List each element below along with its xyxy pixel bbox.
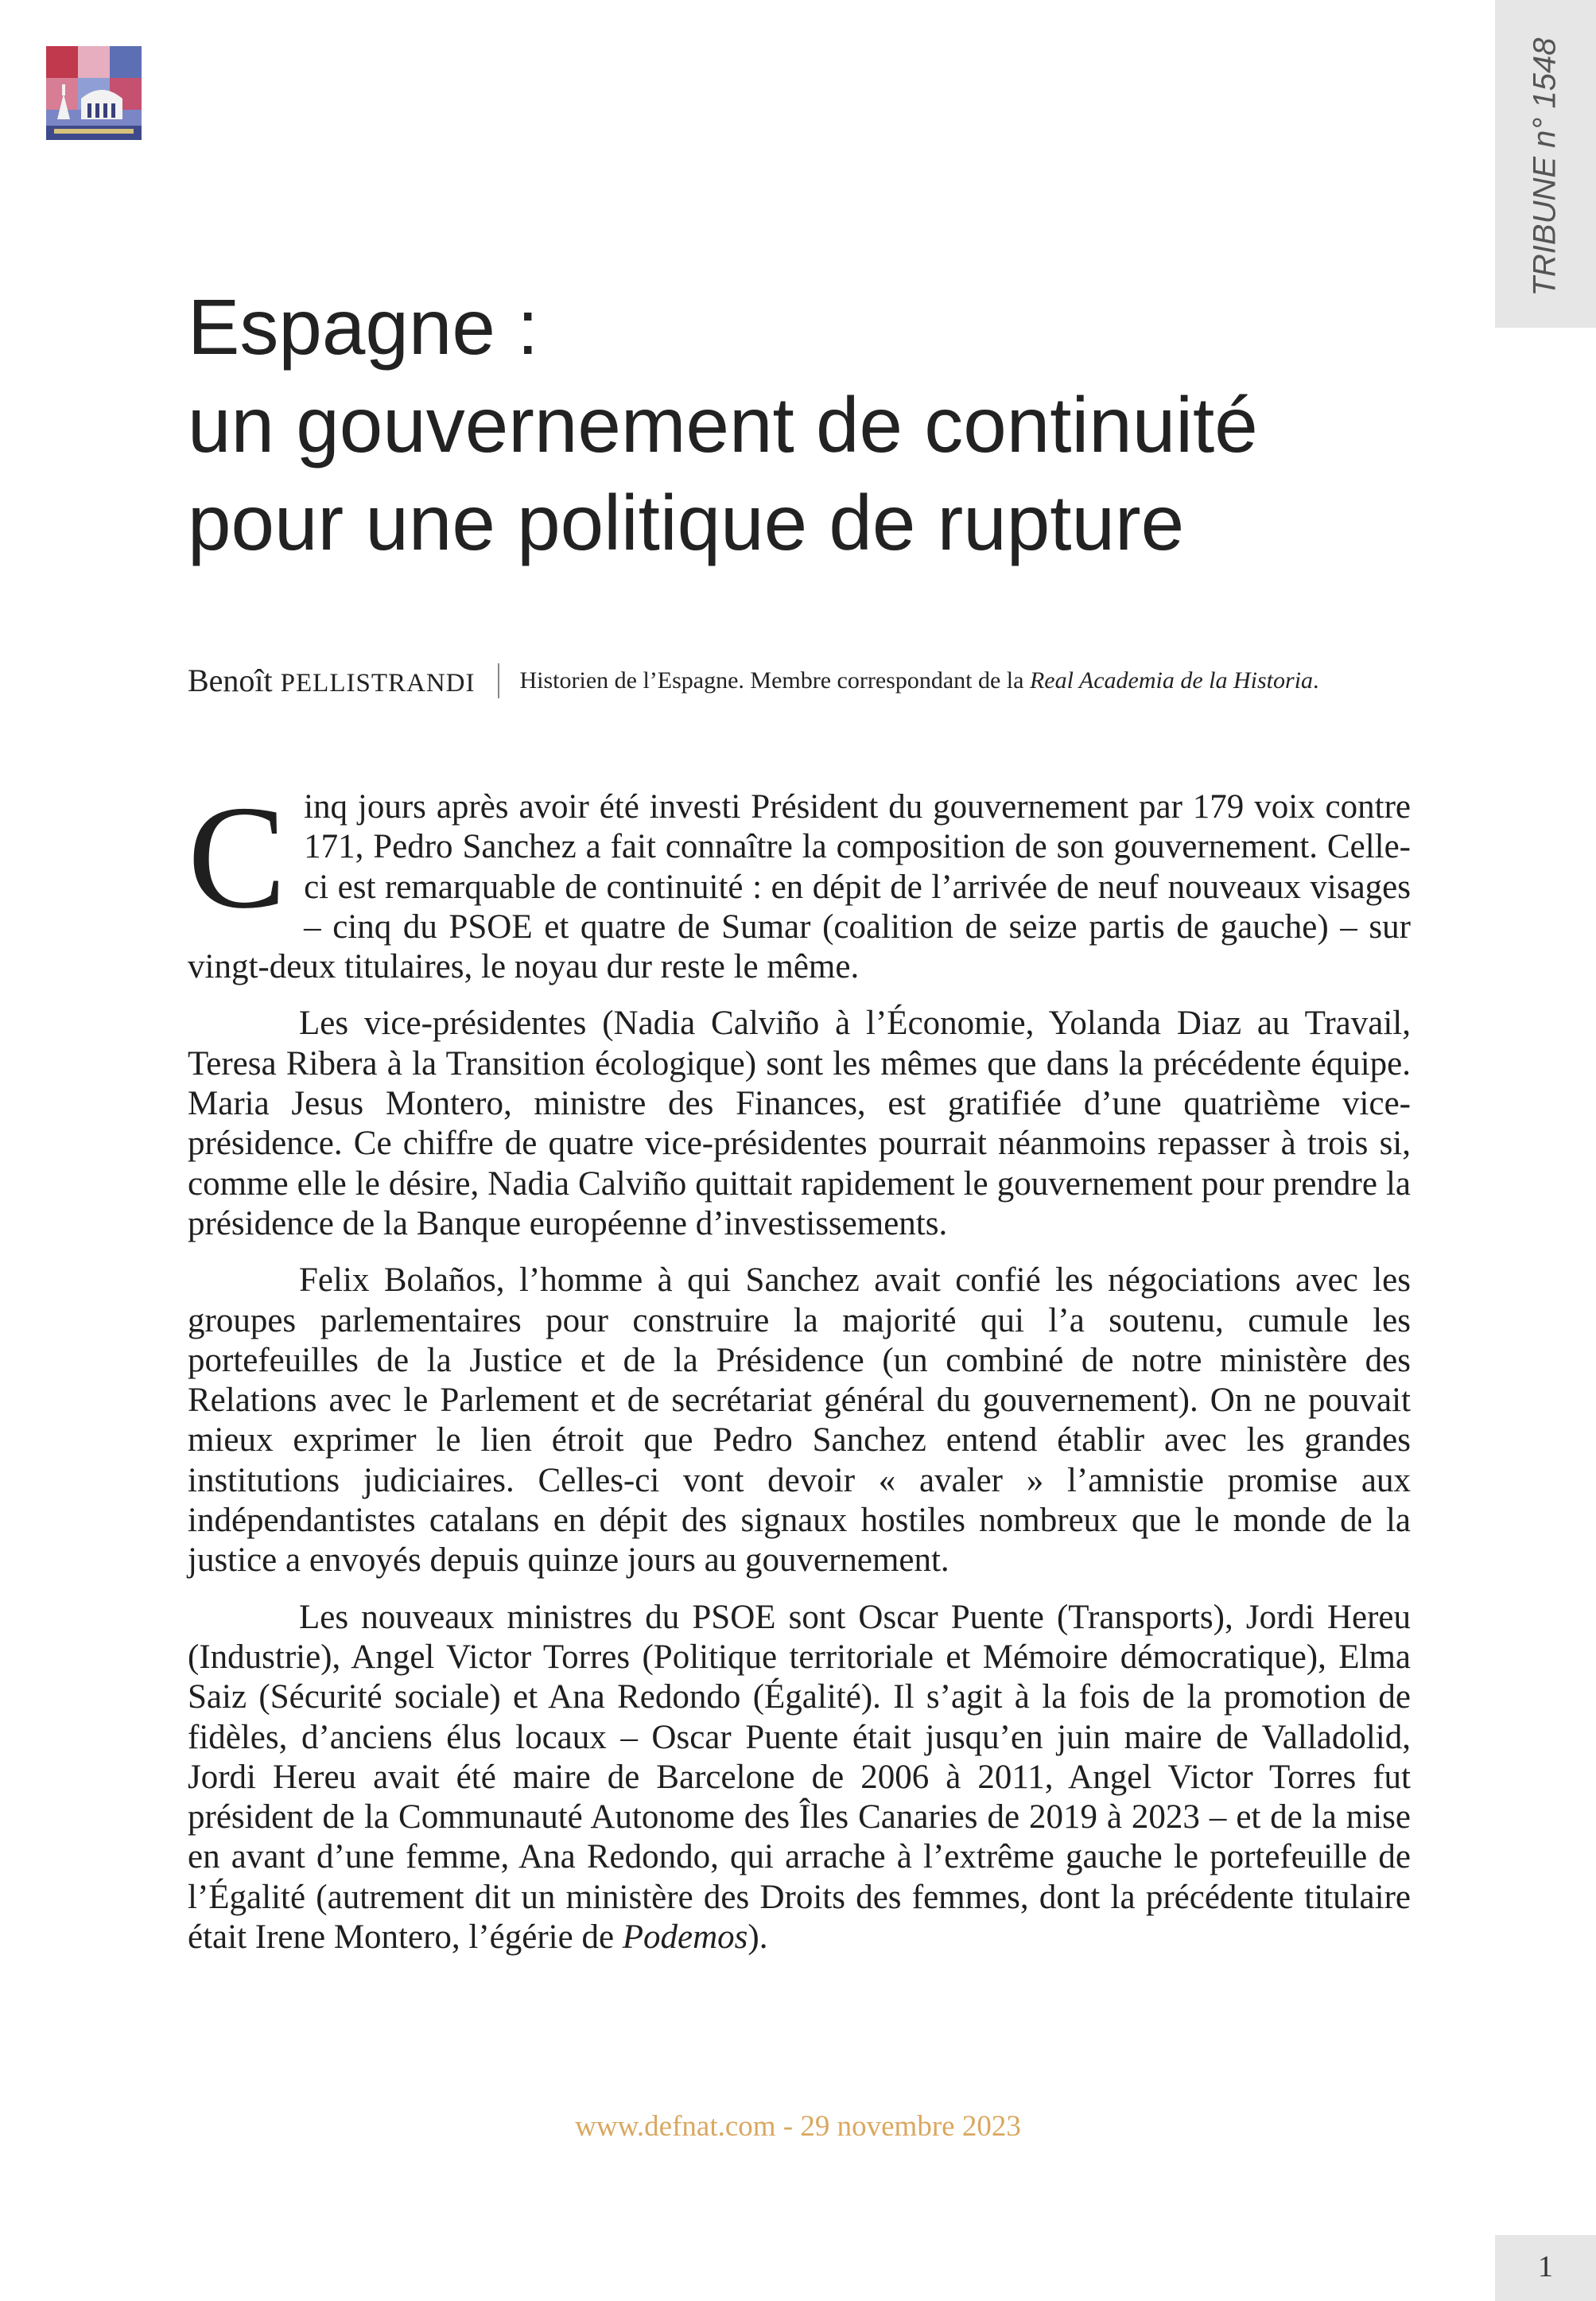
- author-role-institution: Real Academia de la Historia: [1029, 667, 1314, 694]
- drop-cap: C: [188, 775, 287, 939]
- article-title: [188, 278, 1428, 572]
- paragraph-4-end: ).: [748, 1918, 768, 1957]
- author-last-name: PELLISTRANDI: [280, 669, 476, 698]
- tribune-number-label: TRIBUNE n° 1548: [1527, 37, 1563, 297]
- author-divider: [498, 663, 499, 698]
- paragraph-4-text: Les nouveaux ministres du PSOE sont Oscar Puente (Transports), Jordi Hereu (Industrie), Angel Victor Torres (Politique territoriale et Mémoire démocratique), Elma Saiz (Sécurité sociale) et Ana Redondo (Égalité). Il s’agit à la fois de la promotion de fidèles, d’anciens élus locaux – Oscar Puente était jusqu’en juin maire de Valladolid, Jordi Hereu avait été maire de Barcelone de 2006 à 2011, Angel Victor Torres fut président de la Communauté Autonome des Îles Canaries de 2019 à 2023 – et de la mise en avant d’une femme, Ana Redondo, qui arrache à l’extrême gauche le portefeuille de l’Égalité (autrement dit un ministère des Droits des femmes, dont la précédente titulaire était Irene Montero, l’égérie de: [188, 1598, 1411, 1957]
- tribune-side-tab: [1495, 0, 1596, 328]
- title-line-3: pour une politique de rupture: [188, 479, 1185, 566]
- author-role: [520, 667, 1319, 694]
- page-number: 1: [1538, 2250, 1553, 2284]
- paragraph-1-text: inq jours après avoir été investi Président du gouvernement par 179 voix contre 171, Pedro Sanchez a fait connaître la composition de son gouvernement. Celle-ci est remarquable de continuité : en dépit de l’arrivée de neuf nouveaux visages – cinq du PSOE et quatre de Sumar (coalition de seize partis de gauche) – sur vingt-deux titulaires, le noyau dur reste le même.: [188, 788, 1411, 986]
- paragraph-4: [188, 1598, 1411, 1958]
- author-role-suffix: .: [1313, 667, 1319, 694]
- footer-url-date: www.defnat.com - 29 novembre 2023: [575, 2110, 1021, 2143]
- author-first-name: Benoît: [188, 663, 273, 698]
- author-name: [188, 662, 476, 699]
- author-role-prefix: Historien de l’Espagne. Membre correspondant de la: [519, 667, 1030, 694]
- page-number-box: [1495, 2235, 1596, 2301]
- paragraph-3: Felix Bolaños, l’homme à qui Sanchez avait confié les négociations avec les groupes parlementaires pour construire la majorité qui l’a soutenu, cumule les portefeuilles de la Justice et de la Présidence (un combiné de notre ministère des Relations avec le Parlement et de secrétariat général du gouvernement). On ne pouvait mieux exprimer le lien étroit que Pedro Sanchez entend établir avec les grandes institutions judiciaires. Celles-ci vont devoir « avaler » l’amnistie promise aux indépendantistes catalans en dépit des signaux hostiles nombreux que le monde de la justice a envoyés depuis quinze jours au gouvernement.: [188, 1261, 1411, 1580]
- paragraph-2: Les vice-présidentes (Nadia Calviño à l’Économie, Yolanda Diaz au Travail, Teresa Ribera à la Transition écologique) sont les mêmes que dans la précédente équipe. Maria Jesus Montero, ministre des Finances, est gratifiée d’une quatrième vice-présidence. Ce chiffre de quatre vice-présidentes pourrait néanmoins repasser à trois si, comme elle le désire, Nadia Calviño quittait rapidement le gouvernement pour prendre la présidence de la Banque européenne d’investissements.: [188, 1005, 1411, 1242]
- paragraph-4-italic: Podemos: [622, 1918, 748, 1957]
- title-line-2: un gouvernement de continuité: [188, 381, 1258, 468]
- article-body: [188, 775, 1411, 1974]
- author-byline: [188, 662, 1428, 706]
- title-line-1: Espagne :: [188, 283, 539, 371]
- paragraph-1: [188, 775, 1411, 987]
- institution-building-logo-icon: [46, 46, 142, 140]
